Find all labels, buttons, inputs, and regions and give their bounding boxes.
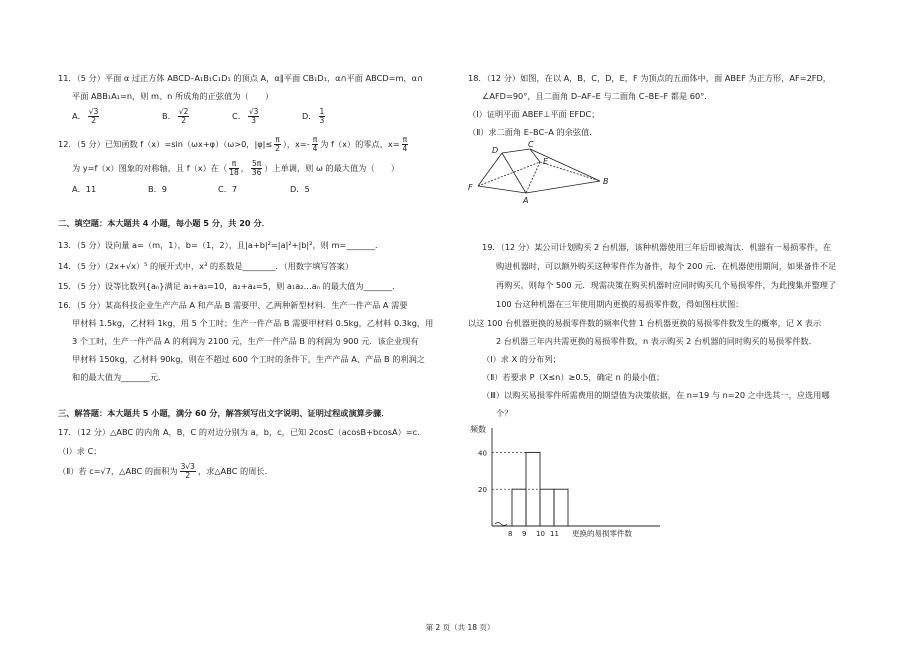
q16-line3: 3 个工时，生产一件产品 A 的利润为 2100 元，生产一件产品 B 的利润为 900 元．该企业现有 xyxy=(72,336,419,346)
vertex-label-c: C xyxy=(528,140,534,149)
vertex-label-b: B xyxy=(603,177,609,186)
q11-option-c: C． $\frac{√3}{3}$ xyxy=(232,107,259,125)
q19-line1: 19．（12 分）某公司计划购买 2 台机器，该种机器使用三年后即被淘汰．机器有一易损零件，在 xyxy=(482,242,832,252)
q18-line1: 18．（12 分）如图，在以 A，B，C，D，E，F 为顶点的五面体中，面 ABEF 为正方形，AF=2FD， xyxy=(468,73,831,83)
bar-11 xyxy=(554,489,568,526)
q19-line5: 以这 100 台机器更换的易损零件数的频率代替 1 台机器更换的易损零件数发生的概率，记 X 表示 xyxy=(468,318,822,328)
y-tick-20: 20 xyxy=(478,486,487,495)
vertex-label-f: F xyxy=(468,183,473,192)
q11-option-a: A． $\frac{√3}{2}$ xyxy=(72,107,99,125)
x-axis-label: 更换的易损零件数 xyxy=(572,529,632,538)
q18-line2: ∠AFD=90°，且二面角 D–AF–E 与二面角 C–BE–F 都是 60°． xyxy=(482,91,713,101)
q15: 15．（5 分）设等比数列{aₙ}满足 a₁+a₃=10，a₂+a₄=5，则 a₁a₂…aₙ 的最大值为_______． xyxy=(58,281,401,291)
y-tick-40: 40 xyxy=(478,449,487,458)
q19-line2: 购进机器时，可以额外购买这种零件作为备件，每个 200 元．在机器使用期间，如果备件不足 xyxy=(496,261,837,271)
q16-line1: 16．（5 分）某高科技企业生产产品 A 和产品 B 需要甲、乙两种新型材料．生产一件产品 A 需要 xyxy=(58,300,408,310)
q12-option-d: D．5 xyxy=(290,184,310,194)
q18-line3: （Ⅰ）证明平面 ABEF⊥平面 EFDC； xyxy=(468,109,600,119)
vertex-label-e: E xyxy=(543,157,549,166)
q13: 13．（5 分）设向量 a=（m，1），b=（1，2），且|a+b|²=|a|²+|b|²，则 m=_______． xyxy=(58,240,384,250)
q17-line2: （Ⅰ）求 C； xyxy=(58,446,102,456)
q18-polyhedron-figure xyxy=(460,140,660,206)
q17-line3: （Ⅱ）若 c=√7，△ABC 的面积为 $\frac{3√3}{2}$ ，求△ABC 的周长． xyxy=(58,462,273,480)
x-tick-9: 9 xyxy=(522,530,527,538)
vertex-label-a: A xyxy=(523,196,529,205)
q18-line4: （Ⅱ）求二面角 E–BC–A 的余弦值． xyxy=(468,127,598,137)
q12-option-c: C．7 xyxy=(218,184,238,194)
x-tick-11: 11 xyxy=(550,530,559,538)
q16-line4: 甲材料 150kg，乙材料 90kg，则在不超过 600 个工时的条件下，生产产品 A、产品 B 的利润之 xyxy=(72,354,425,364)
q19-line10: 个？ xyxy=(496,408,513,418)
q12-option-a: A．11 xyxy=(72,184,97,194)
q12-option-b: B．9 xyxy=(148,184,168,194)
q17-line1: 17．（12 分）△ABC 的内角 A，B，C 的对边分别为 a，b，c，已知 2cosC（acosB+bcosA）=c． xyxy=(58,427,426,437)
x-tick-10: 10 xyxy=(536,530,545,538)
q19-line6: 2 台机器三年内共需更换的易损零件数，n 表示购买 2 台机器的同时购买的易损零件数． xyxy=(496,336,817,346)
q14: 14．（5 分）（2x+√x）⁵ 的展开式中，x³ 的系数是________．（用数字填写答案） xyxy=(58,261,354,271)
q19-line8: （Ⅱ）若要求 P（X≤n）≥0.5，确定 n 的最小值； xyxy=(482,372,665,382)
x-tick-8: 8 xyxy=(508,530,513,538)
q11-line2: 平面 ABB₁A₁=n，则 m、n 所成角的正弦值为（ ） xyxy=(72,91,274,101)
q19-line4: 100 台这种机器在三年使用期内更换的易损零件数，得如图柱状图： xyxy=(496,299,744,309)
q11-option-b: B． $\frac{√2}{2}$ xyxy=(162,107,189,125)
q16-line2: 甲材料 1.5kg，乙材料 1kg，用 5 个工时；生产一件产品 B 需要甲材料 0.5kg，乙材料 0.3kg，用 xyxy=(72,318,434,328)
section-3-heading: 三、解答题：本大题共 5 小题，满分 60 分，解答须写出文字说明、证明过程或演算步骤． xyxy=(58,408,390,418)
q19-line7: （Ⅰ）求 X 的分布列； xyxy=(482,354,561,364)
bar-8 xyxy=(512,489,526,526)
bar-10 xyxy=(540,489,554,526)
section-2-heading: 二、填空题：本大题共 4 小题，每小题 5 分，共 20 分． xyxy=(58,218,270,228)
q19-bar-chart xyxy=(460,420,680,545)
q12-line1: 12．（5 分）已知函数 f（x）=sin（ωx+φ）（ω>0，|φ|≤ $\frac{\pi}{2}$ ），x=- $\frac{\pi}{4}$ 为 f（x）的零点，x= $\frac{\pi}{4}$ xyxy=(58,135,408,153)
page-footer: 第 2 页（共 18 页） xyxy=(425,623,495,632)
q19-line9: （Ⅲ）以购买易损零件所需费用的期望值为决策依据，在 n=19 与 n=20 之中选其一，应选用哪 xyxy=(482,390,830,400)
axis-break xyxy=(495,523,507,526)
q12-line2: 为 y=f（x）图象的对称轴，且 f（x）在（ $\frac{\pi}{18}$ ， $\frac{5\pi}{36}$ ）上单调，则 ω 的最大值为（ ） xyxy=(72,159,400,177)
y-axis-label: 频数 xyxy=(470,425,486,434)
vertex-label-d: D xyxy=(492,146,499,155)
q19-line3: 再购买，则每个 500 元．现需决策在购买机器时应同时购买几个易损零件，为此搜集并整理了 xyxy=(496,280,837,290)
q11-option-d: D． $\frac{1}{3}$ xyxy=(302,107,325,125)
q11-line1: 11．（5 分）平面 α 过正方体 ABCD–A₁B₁C₁D₁ 的顶点 A，α∥平面 CB₁D₁，α∩平面 ABCD=m，α∩ xyxy=(58,73,424,83)
q16-line5: 和的最大值为_______元． xyxy=(72,372,167,382)
